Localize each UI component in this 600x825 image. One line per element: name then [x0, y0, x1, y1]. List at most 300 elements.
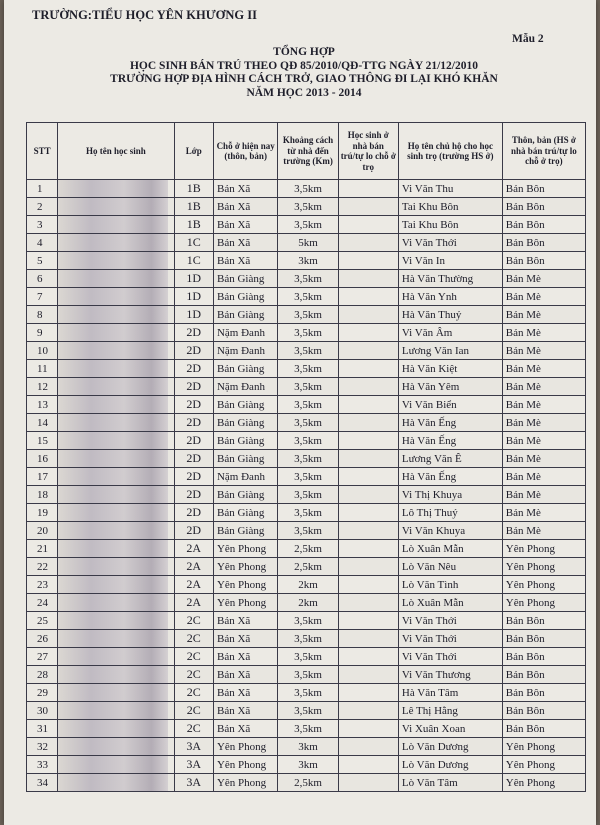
table-row	[27, 594, 586, 612]
boarding-cell	[338, 720, 398, 738]
boarding-cell	[338, 522, 398, 540]
stt-cell: 9	[27, 324, 58, 342]
stt-cell: 19	[27, 504, 58, 522]
distance-cell: 3,5km	[278, 666, 338, 684]
redaction-blur	[58, 234, 167, 252]
distance-cell: 2,5km	[278, 558, 338, 576]
column-header: Chỗ ở hiện nay (thôn, bản)	[213, 123, 277, 180]
residence-cell: Nặm Đanh	[213, 342, 277, 360]
host-name-cell: Hà Văn Ếng	[398, 414, 502, 432]
host-name-cell: Vi Văn Thới	[398, 648, 502, 666]
stt-cell: 14	[27, 414, 58, 432]
residence-cell: Bản Giàng	[213, 486, 277, 504]
student-name-redacted	[58, 648, 174, 666]
student-name-redacted	[58, 414, 174, 432]
distance-cell: 3,5km	[278, 180, 338, 198]
residence-cell: Bản Xã	[213, 234, 277, 252]
student-name-redacted	[58, 450, 174, 468]
boarding-cell	[338, 540, 398, 558]
host-name-cell: Tai Khu Bôn	[398, 216, 502, 234]
residence-cell: Bản Xã	[213, 612, 277, 630]
distance-cell: 3km	[278, 756, 338, 774]
boarding-cell	[338, 270, 398, 288]
residence-cell: Bản Xã	[213, 216, 277, 234]
redaction-blur	[58, 558, 167, 576]
stt-cell: 25	[27, 612, 58, 630]
stt-cell: 12	[27, 378, 58, 396]
table-row	[27, 180, 586, 198]
student-table	[26, 122, 586, 792]
table-row	[27, 450, 586, 468]
village-cell: Bản Mè	[502, 396, 585, 414]
student-name-redacted	[58, 234, 174, 252]
village-cell: Yên Phong	[502, 576, 585, 594]
table-row	[27, 342, 586, 360]
distance-cell: 3,5km	[278, 270, 338, 288]
stt-cell: 24	[27, 594, 58, 612]
redaction-blur	[58, 216, 167, 234]
student-name-redacted	[58, 288, 174, 306]
boarding-cell	[338, 612, 398, 630]
stt-cell: 28	[27, 666, 58, 684]
redaction-blur	[58, 756, 167, 774]
table-row	[27, 738, 586, 756]
stt-cell: 18	[27, 486, 58, 504]
class-cell: 3A	[174, 756, 213, 774]
class-cell: 1D	[174, 270, 213, 288]
boarding-cell	[338, 630, 398, 648]
residence-cell: Nặm Đanh	[213, 468, 277, 486]
distance-cell: 3,5km	[278, 360, 338, 378]
table-row	[27, 396, 586, 414]
host-name-cell: Lương Văn Ê	[398, 450, 502, 468]
table-row	[27, 252, 586, 270]
residence-cell: Bản Giàng	[213, 504, 277, 522]
table-row	[27, 234, 586, 252]
column-header: STT	[27, 123, 58, 180]
distance-cell: 3,5km	[278, 288, 338, 306]
table-row	[27, 558, 586, 576]
host-name-cell: Tai Khu Bôn	[398, 198, 502, 216]
boarding-cell	[338, 648, 398, 666]
residence-cell: Bản Giàng	[213, 270, 277, 288]
village-cell: Bản Bôn	[502, 648, 585, 666]
column-header: Thôn, bản (HS ở nhà bán trú/tự lo chỗ ở trọ)	[502, 123, 585, 180]
title-line: NĂM HỌC 2013 - 2014	[246, 86, 362, 99]
residence-cell: Bản Xã	[213, 252, 277, 270]
residence-cell: Bản Giàng	[213, 522, 277, 540]
residence-cell: Bản Giàng	[213, 288, 277, 306]
table-row	[27, 378, 586, 396]
table-row	[27, 360, 586, 378]
boarding-cell	[338, 324, 398, 342]
village-cell: Bản Bôn	[502, 684, 585, 702]
redaction-blur	[58, 576, 167, 594]
stt-cell: 7	[27, 288, 58, 306]
boarding-cell	[338, 288, 398, 306]
distance-cell: 3,5km	[278, 450, 338, 468]
stt-cell: 17	[27, 468, 58, 486]
class-cell: 2C	[174, 630, 213, 648]
village-cell: Bản Bôn	[502, 630, 585, 648]
distance-cell: 3,5km	[278, 522, 338, 540]
distance-cell: 2km	[278, 594, 338, 612]
stt-cell: 22	[27, 558, 58, 576]
residence-cell: Bản Xã	[213, 648, 277, 666]
host-name-cell: Vi Văn Âm	[398, 324, 502, 342]
redaction-blur	[58, 522, 167, 540]
class-cell: 2D	[174, 486, 213, 504]
village-cell: Yên Phong	[502, 558, 585, 576]
village-cell: Bản Mè	[502, 342, 585, 360]
distance-cell: 3,5km	[278, 342, 338, 360]
host-name-cell: Lò Xuân Mẫn	[398, 594, 502, 612]
stt-cell: 6	[27, 270, 58, 288]
distance-cell: 3,5km	[278, 486, 338, 504]
stt-cell: 33	[27, 756, 58, 774]
distance-cell: 3,5km	[278, 720, 338, 738]
stt-cell: 10	[27, 342, 58, 360]
title-line: TỔNG HỢP	[273, 46, 335, 58]
stt-cell: 21	[27, 540, 58, 558]
residence-cell: Nặm Đanh	[213, 378, 277, 396]
redaction-blur	[58, 378, 167, 396]
student-name-redacted	[58, 630, 174, 648]
distance-cell: 3,5km	[278, 378, 338, 396]
village-cell: Bản Mè	[502, 504, 585, 522]
table-row	[27, 576, 586, 594]
table-row	[27, 756, 586, 774]
stt-cell: 29	[27, 684, 58, 702]
stt-cell: 2	[27, 198, 58, 216]
village-cell: Bản Mè	[502, 432, 585, 450]
village-cell: Yên Phong	[502, 594, 585, 612]
class-cell: 2C	[174, 684, 213, 702]
host-name-cell: Lê Thị Hằng	[398, 702, 502, 720]
stt-cell: 8	[27, 306, 58, 324]
class-cell: 2D	[174, 360, 213, 378]
stt-cell: 27	[27, 648, 58, 666]
class-cell: 3A	[174, 738, 213, 756]
boarding-cell	[338, 234, 398, 252]
village-cell: Bản Mè	[502, 378, 585, 396]
student-name-redacted	[58, 774, 174, 792]
redaction-blur	[58, 684, 167, 702]
table-row	[27, 630, 586, 648]
residence-cell: Nặm Đanh	[213, 324, 277, 342]
village-cell: Bản Mè	[502, 360, 585, 378]
boarding-cell	[338, 576, 398, 594]
school-name: TRƯỜNG:TIỂU HỌC YÊN KHƯƠNG II	[32, 8, 258, 22]
host-name-cell: Vi Văn Khuya	[398, 522, 502, 540]
student-name-redacted	[58, 594, 174, 612]
host-name-cell: Vi Văn Thu	[398, 180, 502, 198]
class-cell: 2D	[174, 522, 213, 540]
host-name-cell: Lò Văn Dương	[398, 738, 502, 756]
stt-cell: 11	[27, 360, 58, 378]
village-cell: Bản Bôn	[502, 198, 585, 216]
table-row	[27, 540, 586, 558]
table-row	[27, 468, 586, 486]
residence-cell: Yên Phong	[213, 594, 277, 612]
distance-cell: 3,5km	[278, 324, 338, 342]
form-label: Mẫu 2	[512, 33, 544, 45]
distance-cell: 3,5km	[278, 216, 338, 234]
redaction-blur	[58, 630, 167, 648]
class-cell: 2C	[174, 648, 213, 666]
column-header: Họ tên chủ hộ cho học sinh trọ (trường HS ở)	[398, 123, 502, 180]
class-cell: 2C	[174, 612, 213, 630]
distance-cell: 3,5km	[278, 432, 338, 450]
host-name-cell: Vi Văn Thới	[398, 612, 502, 630]
residence-cell: Bản Xã	[213, 180, 277, 198]
residence-cell: Bản Giàng	[213, 432, 277, 450]
host-name-cell: Vi Văn Thới	[398, 630, 502, 648]
class-cell: 2C	[174, 666, 213, 684]
student-name-redacted	[58, 540, 174, 558]
distance-cell: 3,5km	[278, 630, 338, 648]
redaction-blur	[58, 288, 167, 306]
table-row	[27, 774, 586, 792]
stt-cell: 34	[27, 774, 58, 792]
student-name-redacted	[58, 180, 174, 198]
village-cell: Bản Mè	[502, 468, 585, 486]
student-name-redacted	[58, 198, 174, 216]
stt-cell: 15	[27, 432, 58, 450]
redaction-blur	[58, 738, 167, 756]
host-name-cell: Hà Văn Kiệt	[398, 360, 502, 378]
table-row	[27, 648, 586, 666]
redaction-blur	[58, 540, 167, 558]
stt-cell: 26	[27, 630, 58, 648]
table-row	[27, 324, 586, 342]
table-row	[27, 684, 586, 702]
student-name-redacted	[58, 666, 174, 684]
redaction-blur	[58, 450, 167, 468]
village-cell: Bản Mè	[502, 486, 585, 504]
class-cell: 2C	[174, 702, 213, 720]
host-name-cell: Hà Văn Thuỷ	[398, 306, 502, 324]
boarding-cell	[338, 666, 398, 684]
residence-cell: Bản Xã	[213, 666, 277, 684]
village-cell: Bản Bôn	[502, 702, 585, 720]
stt-cell: 32	[27, 738, 58, 756]
host-name-cell: Lò Văn Nêu	[398, 558, 502, 576]
distance-cell: 3,5km	[278, 702, 338, 720]
table-row	[27, 306, 586, 324]
boarding-cell	[338, 198, 398, 216]
table-row	[27, 270, 586, 288]
distance-cell: 3km	[278, 252, 338, 270]
host-name-cell: Vi Văn Thới	[398, 234, 502, 252]
village-cell: Bản Bôn	[502, 720, 585, 738]
table-row	[27, 522, 586, 540]
residence-cell: Yên Phong	[213, 756, 277, 774]
boarding-cell	[338, 216, 398, 234]
class-cell: 2D	[174, 396, 213, 414]
student-name-redacted	[58, 576, 174, 594]
village-cell: Bản Bôn	[502, 612, 585, 630]
stt-cell: 1	[27, 180, 58, 198]
host-name-cell: Vi Văn Thương	[398, 666, 502, 684]
village-cell: Bản Mè	[502, 306, 585, 324]
village-cell: Yên Phong	[502, 756, 585, 774]
redaction-blur	[58, 306, 167, 324]
distance-cell: 3km	[278, 738, 338, 756]
residence-cell: Bản Xã	[213, 720, 277, 738]
redaction-blur	[58, 198, 167, 216]
residence-cell: Yên Phong	[213, 558, 277, 576]
boarding-cell	[338, 756, 398, 774]
residence-cell: Bản Xã	[213, 702, 277, 720]
table-row	[27, 486, 586, 504]
table-row	[27, 414, 586, 432]
boarding-cell	[338, 558, 398, 576]
redaction-blur	[58, 324, 167, 342]
redaction-blur	[58, 702, 167, 720]
table-row	[27, 504, 586, 522]
class-cell: 2D	[174, 324, 213, 342]
host-name-cell: Lò Văn Dương	[398, 756, 502, 774]
village-cell: Bản Mè	[502, 288, 585, 306]
distance-cell: 3,5km	[278, 648, 338, 666]
student-name-redacted	[58, 324, 174, 342]
redaction-blur	[58, 270, 167, 288]
redaction-blur	[58, 774, 167, 792]
table-row	[27, 288, 586, 306]
student-name-redacted	[58, 360, 174, 378]
student-name-redacted	[58, 216, 174, 234]
redaction-blur	[58, 432, 167, 450]
table-row	[27, 612, 586, 630]
residence-cell: Yên Phong	[213, 738, 277, 756]
table-row	[27, 432, 586, 450]
boarding-cell	[338, 468, 398, 486]
host-name-cell: Hà Văn Yêm	[398, 378, 502, 396]
boarding-cell	[338, 306, 398, 324]
redaction-blur	[58, 594, 167, 612]
stt-cell: 20	[27, 522, 58, 540]
redaction-blur	[58, 720, 167, 738]
distance-cell: 3,5km	[278, 306, 338, 324]
boarding-cell	[338, 360, 398, 378]
column-header: Lớp	[174, 123, 213, 180]
stt-cell: 5	[27, 252, 58, 270]
distance-cell: 3,5km	[278, 414, 338, 432]
redaction-blur	[58, 342, 167, 360]
stt-cell: 4	[27, 234, 58, 252]
class-cell: 3A	[174, 774, 213, 792]
host-name-cell: Lương Văn Ian	[398, 342, 502, 360]
student-name-redacted	[58, 558, 174, 576]
distance-cell: 3,5km	[278, 612, 338, 630]
class-cell: 2D	[174, 414, 213, 432]
redaction-blur	[58, 486, 167, 504]
village-cell: Bản Bôn	[502, 216, 585, 234]
title-line: TRƯỜNG HỢP ĐỊA HÌNH CÁCH TRỞ, GIAO THÔNG ĐI LẠI KHÓ KHĂN	[110, 73, 498, 85]
table-row	[27, 216, 586, 234]
table-row	[27, 702, 586, 720]
document-title	[84, 46, 524, 100]
distance-cell: 3,5km	[278, 198, 338, 216]
student-name-redacted	[58, 432, 174, 450]
boarding-cell	[338, 450, 398, 468]
class-cell: 1B	[174, 216, 213, 234]
class-cell: 2D	[174, 468, 213, 486]
student-name-redacted	[58, 342, 174, 360]
class-cell: 1B	[174, 180, 213, 198]
host-name-cell: Lô Thị Thuý	[398, 504, 502, 522]
village-cell: Yên Phong	[502, 774, 585, 792]
stt-cell: 23	[27, 576, 58, 594]
village-cell: Bản Mè	[502, 450, 585, 468]
redaction-blur	[58, 252, 167, 270]
student-name-redacted	[58, 486, 174, 504]
table-row	[27, 720, 586, 738]
boarding-cell	[338, 702, 398, 720]
residence-cell: Bản Xã	[213, 198, 277, 216]
village-cell: Bản Mè	[502, 324, 585, 342]
stt-cell: 30	[27, 702, 58, 720]
student-name-redacted	[58, 270, 174, 288]
class-cell: 2C	[174, 720, 213, 738]
boarding-cell	[338, 774, 398, 792]
redaction-blur	[58, 504, 167, 522]
distance-cell: 3,5km	[278, 468, 338, 486]
boarding-cell	[338, 414, 398, 432]
village-cell: Bản Bôn	[502, 252, 585, 270]
distance-cell: 5km	[278, 234, 338, 252]
host-name-cell: Lò Văn Tình	[398, 576, 502, 594]
distance-cell: 3,5km	[278, 396, 338, 414]
boarding-cell	[338, 180, 398, 198]
village-cell: Bản Bôn	[502, 180, 585, 198]
student-name-redacted	[58, 684, 174, 702]
host-name-cell: Lò Văn Tâm	[398, 774, 502, 792]
class-cell: 2D	[174, 450, 213, 468]
student-name-redacted	[58, 522, 174, 540]
host-name-cell: Lò Xuân Mẫn	[398, 540, 502, 558]
distance-cell: 3,5km	[278, 684, 338, 702]
village-cell: Bản Bôn	[502, 666, 585, 684]
title-line: HỌC SINH BÁN TRÚ THEO QĐ 85/2010/QĐ-TTG NGÀY 21/12/2010	[129, 59, 479, 72]
host-name-cell: Vi Xuân Xoan	[398, 720, 502, 738]
village-cell: Yên Phong	[502, 540, 585, 558]
boarding-cell	[338, 432, 398, 450]
class-cell: 1C	[174, 234, 213, 252]
residence-cell: Bản Xã	[213, 684, 277, 702]
class-cell: 2A	[174, 576, 213, 594]
host-name-cell: Vi Văn Biển	[398, 396, 502, 414]
host-name-cell: Vi Thị Khuya	[398, 486, 502, 504]
village-cell: Bản Bôn	[502, 234, 585, 252]
student-name-redacted	[58, 738, 174, 756]
class-cell: 2D	[174, 432, 213, 450]
residence-cell: Yên Phong	[213, 540, 277, 558]
host-name-cell: Hà Văn Tâm	[398, 684, 502, 702]
village-cell: Yên Phong	[502, 738, 585, 756]
distance-cell: 2,5km	[278, 774, 338, 792]
student-name-redacted	[58, 378, 174, 396]
boarding-cell	[338, 252, 398, 270]
host-name-cell: Hà Văn Ếng	[398, 468, 502, 486]
student-name-redacted	[58, 756, 174, 774]
stt-cell: 31	[27, 720, 58, 738]
class-cell: 1C	[174, 252, 213, 270]
boarding-cell	[338, 738, 398, 756]
host-name-cell: Vi Văn In	[398, 252, 502, 270]
distance-cell: 2,5km	[278, 540, 338, 558]
